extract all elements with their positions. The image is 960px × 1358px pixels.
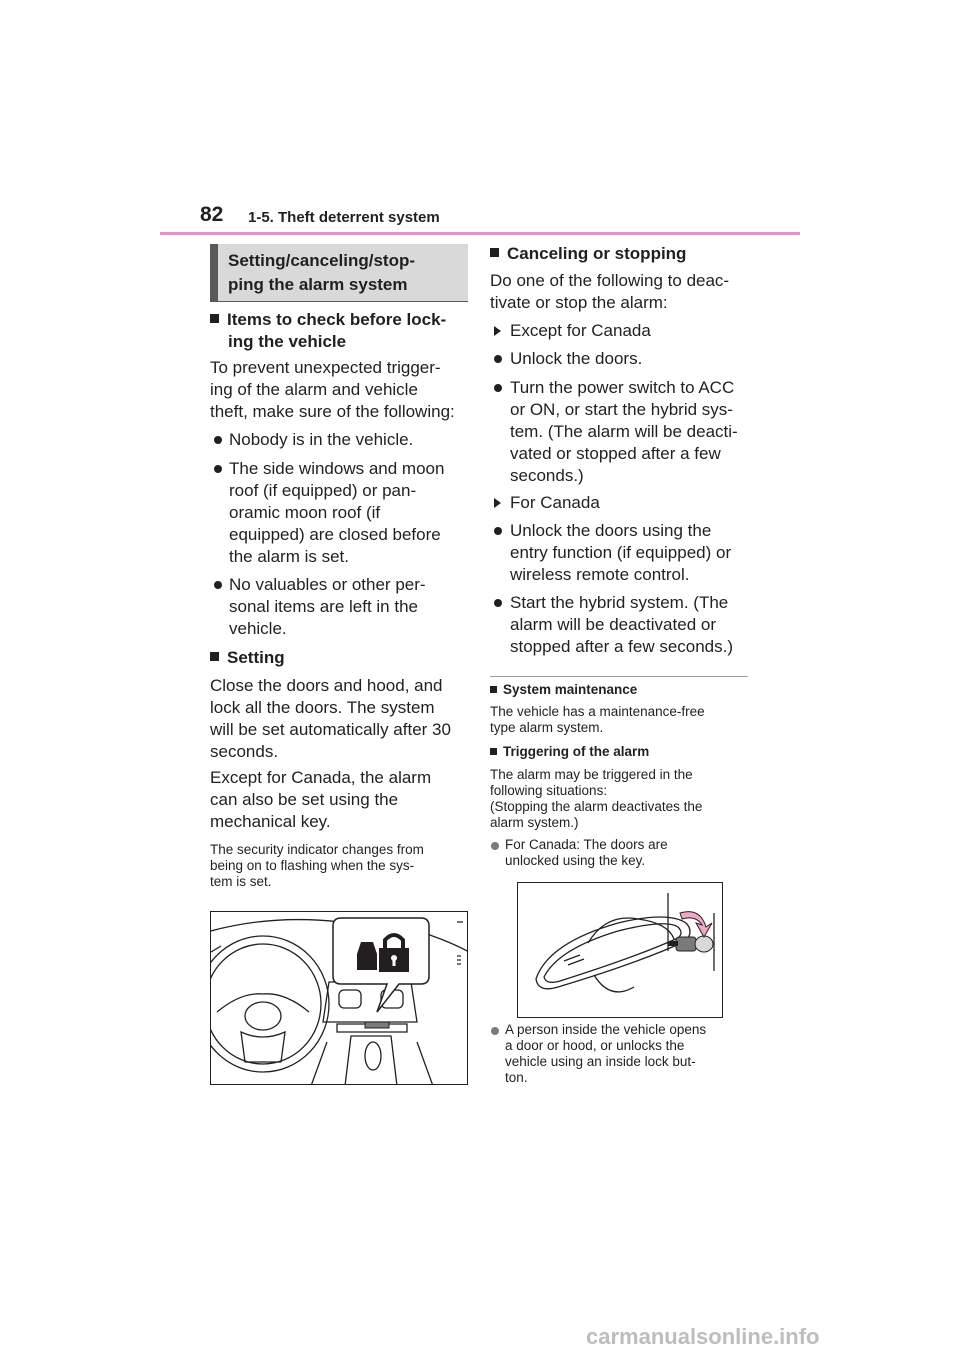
note-line: tem is set. <box>210 874 272 889</box>
except-canada-label: Except for Canada <box>510 321 651 340</box>
square-bullet-icon <box>490 248 499 257</box>
note-line: type alarm system. <box>490 720 604 735</box>
bullet-icon <box>494 599 502 607</box>
note-line: being on to flashing when the sys- <box>210 858 415 873</box>
square-bullet-icon <box>490 748 497 755</box>
bullet-line: stopped after a few seconds.) <box>510 637 734 656</box>
door-handle-illustration <box>518 883 723 1018</box>
triangle-bullet-icon <box>494 498 501 508</box>
header-rule <box>160 232 800 235</box>
bullet-icon <box>214 581 222 589</box>
page-number: 82 <box>200 203 224 226</box>
paragraph-line: mechanical key. <box>210 812 331 831</box>
bullet-line: entry function (if equipped) or <box>510 543 732 562</box>
section-title: 1-5. Theft deterrent system <box>248 209 440 226</box>
square-bullet-icon <box>210 652 219 661</box>
bullet-line: No valuables or other per- <box>229 575 426 594</box>
section-heading-line2: ping the alarm system <box>228 275 408 294</box>
bullet-icon <box>494 527 502 535</box>
cancel-intro <box>490 270 729 314</box>
note-line: ton. <box>505 1070 528 1085</box>
key-icon <box>668 936 713 952</box>
square-bullet-icon <box>490 686 497 693</box>
maintenance-title-text: System maintenance <box>503 682 638 697</box>
intro-paragraph <box>210 357 455 423</box>
setting-title <box>210 647 285 669</box>
bullet-line: alarm will be deactivated or <box>510 615 716 634</box>
bullet-line: The side windows and moon <box>229 459 445 478</box>
bullet-icon <box>214 465 222 473</box>
bullet-nobody: Nobody is in the vehicle. <box>229 430 414 449</box>
square-bullet-icon <box>210 314 219 323</box>
dashboard-figure <box>210 911 468 1085</box>
triggering-title-text: Triggering of the alarm <box>503 744 650 759</box>
bullet-icon <box>214 436 222 444</box>
cancel-title <box>490 243 686 265</box>
bullet-icon <box>491 1027 499 1035</box>
bullet-start-hybrid <box>510 592 733 658</box>
items-title-line1: Items to check before lock- <box>227 310 447 329</box>
bullet-line: seconds.) <box>510 466 584 485</box>
section-heading <box>210 244 468 301</box>
setting-paragraph-2 <box>210 767 431 833</box>
maintenance-title <box>490 682 637 697</box>
note-line: vehicle using an inside lock but- <box>505 1054 696 1069</box>
maintenance-text <box>490 704 705 736</box>
items-title-line2: ing the vehicle <box>228 332 347 351</box>
bullet-line: wireless remote control. <box>510 565 690 584</box>
triggering-title <box>490 744 649 759</box>
bullet-line: sonal items are left in the <box>229 597 418 616</box>
bullet-unlock-entry <box>510 520 731 586</box>
bullet-unlock-doors: Unlock the doors. <box>510 349 643 368</box>
paragraph-line: Except for Canada, the alarm <box>210 768 432 787</box>
notes-divider <box>490 676 748 677</box>
bullet-line: the alarm is set. <box>229 547 349 566</box>
note-line: The vehicle has a maintenance-free <box>490 704 705 719</box>
rotate-arrow-icon <box>680 912 712 937</box>
paragraph-line: Close the doors and hood, and <box>210 676 443 695</box>
note-line: A person inside the vehicle opens <box>505 1022 707 1037</box>
note-line: The alarm may be triggered in the <box>490 767 693 782</box>
door-handle-figure <box>517 882 723 1018</box>
paragraph-line: seconds. <box>210 742 279 761</box>
bullet-line: tem. (The alarm will be deacti- <box>510 422 738 441</box>
paragraph-line: lock all the doors. The system <box>210 698 435 717</box>
paragraph-line: Do one of the following to deac- <box>490 271 730 290</box>
note-line: For Canada: The doors are <box>505 837 668 852</box>
trigger-item-key <box>505 837 668 869</box>
note-line: alarm system.) <box>490 815 579 830</box>
bullet-icon <box>491 842 499 850</box>
setting-paragraph-1 <box>210 675 451 763</box>
note-line: The security indicator changes from <box>210 842 424 857</box>
bullet-line: Start the hybrid system. (The <box>510 593 729 612</box>
items-check-title <box>210 309 446 353</box>
setting-title-text: Setting <box>227 648 285 667</box>
cancel-title-text: Canceling or stopping <box>507 244 687 263</box>
bullet-icon <box>494 355 502 363</box>
dashboard-illustration <box>211 912 468 1085</box>
paragraph-line: can also be set using the <box>210 790 399 809</box>
bullet-valuables <box>229 574 426 640</box>
bullet-line: roof (if equipped) or pan- <box>229 481 417 500</box>
bullet-line: equipped) are closed before <box>229 525 441 544</box>
bullet-line: Unlock the doors using the <box>510 521 712 540</box>
bullet-line: oramic moon roof (if <box>229 503 381 522</box>
intro-line: ing of the alarm and vehicle <box>210 380 418 399</box>
triangle-bullet-icon <box>494 326 501 336</box>
for-canada-label: For Canada <box>510 493 600 512</box>
security-indicator-note <box>210 842 424 890</box>
note-line: (Stopping the alarm deactivates the <box>490 799 703 814</box>
paragraph-line: tivate or stop the alarm: <box>490 293 668 312</box>
paragraph-line: will be set automatically after 30 <box>210 720 451 739</box>
bullet-line: vated or stopped after a few <box>510 444 721 463</box>
trigger-item-inside <box>505 1022 706 1086</box>
bullet-line: or ON, or start the hybrid sys- <box>510 400 733 419</box>
bullet-line: Turn the power switch to ACC <box>510 378 735 397</box>
intro-line: theft, make sure of the following: <box>210 402 455 421</box>
bullet-turn-power <box>510 377 738 487</box>
watermark: carmanualsonline.info <box>586 1324 820 1349</box>
note-line: unlocked using the key. <box>505 853 646 868</box>
triggering-text <box>490 767 702 831</box>
bullet-line: vehicle. <box>229 619 287 638</box>
bullet-icon <box>494 384 502 392</box>
heading-underline <box>210 301 468 302</box>
bullet-windows <box>229 458 444 568</box>
intro-line: To prevent unexpected trigger- <box>210 358 441 377</box>
note-line: following situations: <box>490 783 608 798</box>
section-heading-line1: Setting/canceling/stop- <box>228 251 416 270</box>
note-line: a door or hood, or unlocks the <box>505 1038 685 1053</box>
